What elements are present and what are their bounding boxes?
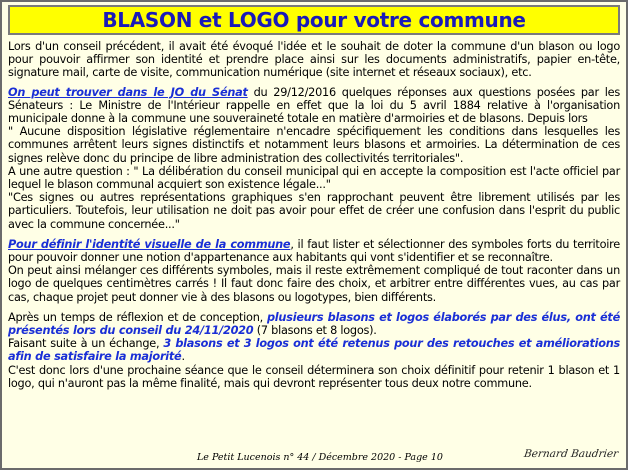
article-title: BLASON et LOGO pour votre commune	[8, 5, 620, 35]
process-text-4: .	[181, 350, 185, 364]
senat-text: du 29/12/2016 quelques réponses aux questions posées par les Sénateurs : Le Ministre de l'Intérieur rappelle en effet que la loi du 5 avril 1884 relative à l'organisation municipale donne à la commune une souveraineté totale en matière d'armoiries et de blasons. Depuis lors	[8, 85, 620, 126]
identity-link[interactable]: Pour définir l'identité visuelle de la commune	[8, 237, 291, 251]
process-emphasis-1: plusieurs blasons et logos élaborés par des élus, ont été présentés lors du conseil du 24/11/2020	[8, 310, 620, 338]
identity-paragraph	[8, 238, 620, 264]
intro-paragraph: Lors d'un conseil précédent, il avait été évoqué l'idée et le souhait de doter la commune d'un blason ou logo pour pouvoir affirmer son identité et prendre place ainsi sur les documents administratifs, papier en-tête, signature mail, carte de visite, communication numérique (site internet et réseaux sociaux), etc.	[8, 40, 620, 80]
senat-question: A une autre question : " La délibération du conseil municipal qui en accepte la composition est l'acte officiel par lequel le blason communal acquiert son existence légale..."	[8, 164, 620, 192]
process-paragraph	[8, 311, 620, 337]
identity-paragraph-2: On peut ainsi mélanger ces différents symboles, mais il reste extrêmement compliqué de tout raconter dans un logo de quelques centimètres carrés ! Il faut donc faire des choix, et arbitrer entre différentes vues, au cas par cas, chaque projet peut donner vie à des blasons ou logotypes, bien différents.	[8, 264, 620, 304]
process-text-1: Après un temps de réflexion et de conception,	[8, 310, 267, 324]
process-paragraph-3: C'est donc lors d'une prochaine séance que le conseil déterminera son choix définitif pour retenir 1 blason et 1 logo, qui n'auront pas la même finalité, mais qui devront représenter tous deux notre commune.	[8, 363, 620, 390]
process-text-2: (7 blasons et 8 logos).	[253, 324, 377, 338]
author-signature: Bernard Baudrier	[523, 448, 619, 460]
page-footer: Le Petit Lucenois n° 44 / Décembre 2020 - Page 10	[197, 452, 443, 463]
process-text-3: Faisant suite à un échange,	[8, 337, 164, 351]
senat-quote-2: "Ces signes ou autres représentations graphiques s'en rapprochant peuvent être librement utilisés par les particuliers. Toutefois, leur utilisation ne doit pas avoir pour effet de créer une confusion dans l'esprit du public avec la commune concernée..."	[8, 191, 620, 231]
process-paragraph-2	[8, 337, 620, 363]
process-emphasis-2: 3 blasons et 3 logos ont été retenus pour des retouches et améliorations afin de satisfaire la majorité	[8, 337, 620, 364]
senat-quote-1: " Aucune disposition législative réglementaire n'encadre spécifiquement les conditions dans lesquelles les communes arrêtent leurs signes distinctifs et notamment leurs blasons et armoiries. La détermination de ces signes relève donc du principe de libre administration des collectivités territoriales".	[8, 125, 620, 165]
article-body	[8, 40, 620, 390]
senat-paragraph	[8, 86, 620, 126]
senat-link[interactable]: On peut trouver dans le JO du Sénat	[8, 85, 248, 99]
identity-text: , il faut lister et sélectionner des symboles forts du territoire pour pouvoir donner une notion d'appartenance aux habitants qui vont s'identifier et se reconnaître.	[8, 237, 620, 265]
